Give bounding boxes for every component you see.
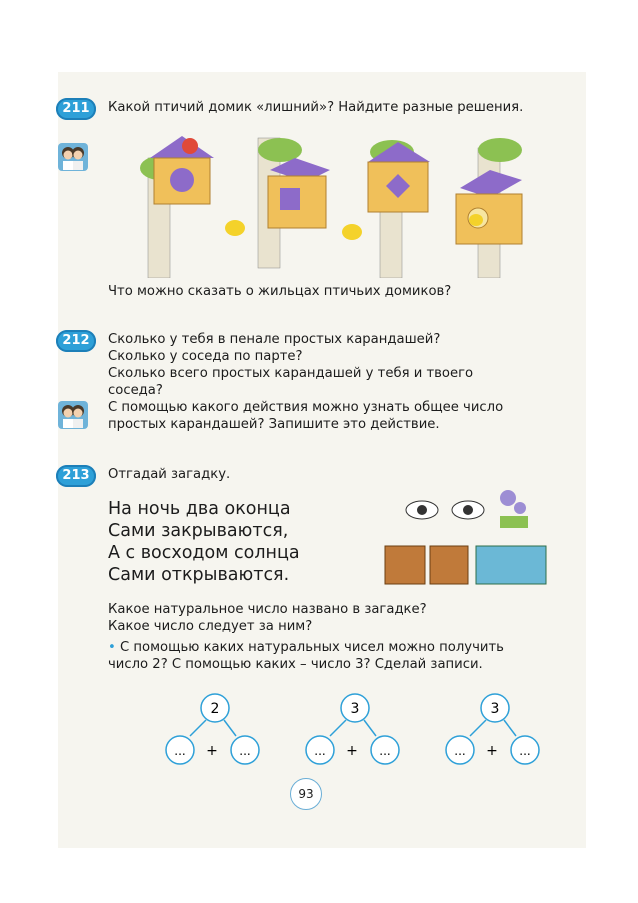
pair-work-icon [58, 143, 88, 171]
scheme-3-left: ... [454, 744, 466, 758]
task-212-line-5: С помощью какого действия можно узнать общее число [108, 400, 504, 415]
scheme-3-op: + [486, 743, 498, 759]
scheme-3-top: 3 [490, 701, 500, 717]
scheme-1-right: ... [239, 744, 251, 758]
scheme-2-top: 3 [350, 701, 360, 717]
birdhouse-4 [456, 170, 522, 244]
scheme-3 [446, 694, 539, 764]
riddle-line-3: А с восходом солнца [108, 543, 300, 563]
task-number-212: 212 [56, 330, 96, 352]
task-212-line-1: Сколько у тебя в пенале простых карандашей? [108, 332, 441, 347]
riddle-illustration [380, 478, 550, 588]
task-number-213: 213 [56, 465, 96, 487]
task-212-line-6: простых карандашей? Запишите это действие. [108, 417, 440, 432]
task-211-question: Какой птичий домик «лишний»? Найдите разные решения. [108, 100, 524, 115]
scheme-2-op: + [346, 743, 358, 759]
task-213-assignment-2: число 2? С помощью каких – число 3? Сделай записи. [108, 657, 483, 672]
birdhouse-2 [268, 158, 330, 228]
birdhouses-illustration [130, 128, 550, 278]
task-213-question-1: Какое натуральное число названо в загадке? [108, 602, 427, 617]
task-212-line-4: соседа? [108, 383, 163, 398]
task-number-211: 211 [56, 98, 96, 120]
riddle-line-4: Сами открываются. [108, 565, 290, 585]
scheme-2-right: ... [379, 744, 391, 758]
task-213-intro: Отгадай загадку. [108, 467, 231, 482]
scheme-1-top: 2 [210, 701, 220, 717]
scheme-2 [306, 694, 399, 764]
task-212-line-3: Сколько всего простых карандашей у тебя и твоего [108, 366, 474, 381]
scheme-3-right: ... [519, 744, 531, 758]
number-schemes [160, 690, 560, 775]
scheme-2-left: ... [314, 744, 326, 758]
scheme-1-op: + [206, 743, 218, 759]
task-213-question-2: Какое число следует за ним? [108, 619, 313, 634]
task-213-assignment-1: • С помощью каких натуральных чисел можно получить [108, 640, 504, 655]
scheme-1 [166, 694, 259, 764]
page-number: 93 [290, 778, 322, 810]
pair-work-icon [58, 401, 88, 429]
riddle-line-2: Сами закрываются, [108, 521, 289, 541]
task-211-followup: Что можно сказать о жильцах птичьих домиков? [108, 284, 452, 299]
task-212-line-2: Сколько у соседа по парте? [108, 349, 303, 364]
riddle-line-1: На ночь два оконца [108, 499, 291, 519]
birdhouse-1 [150, 136, 214, 204]
scheme-1-left: ... [174, 744, 186, 758]
